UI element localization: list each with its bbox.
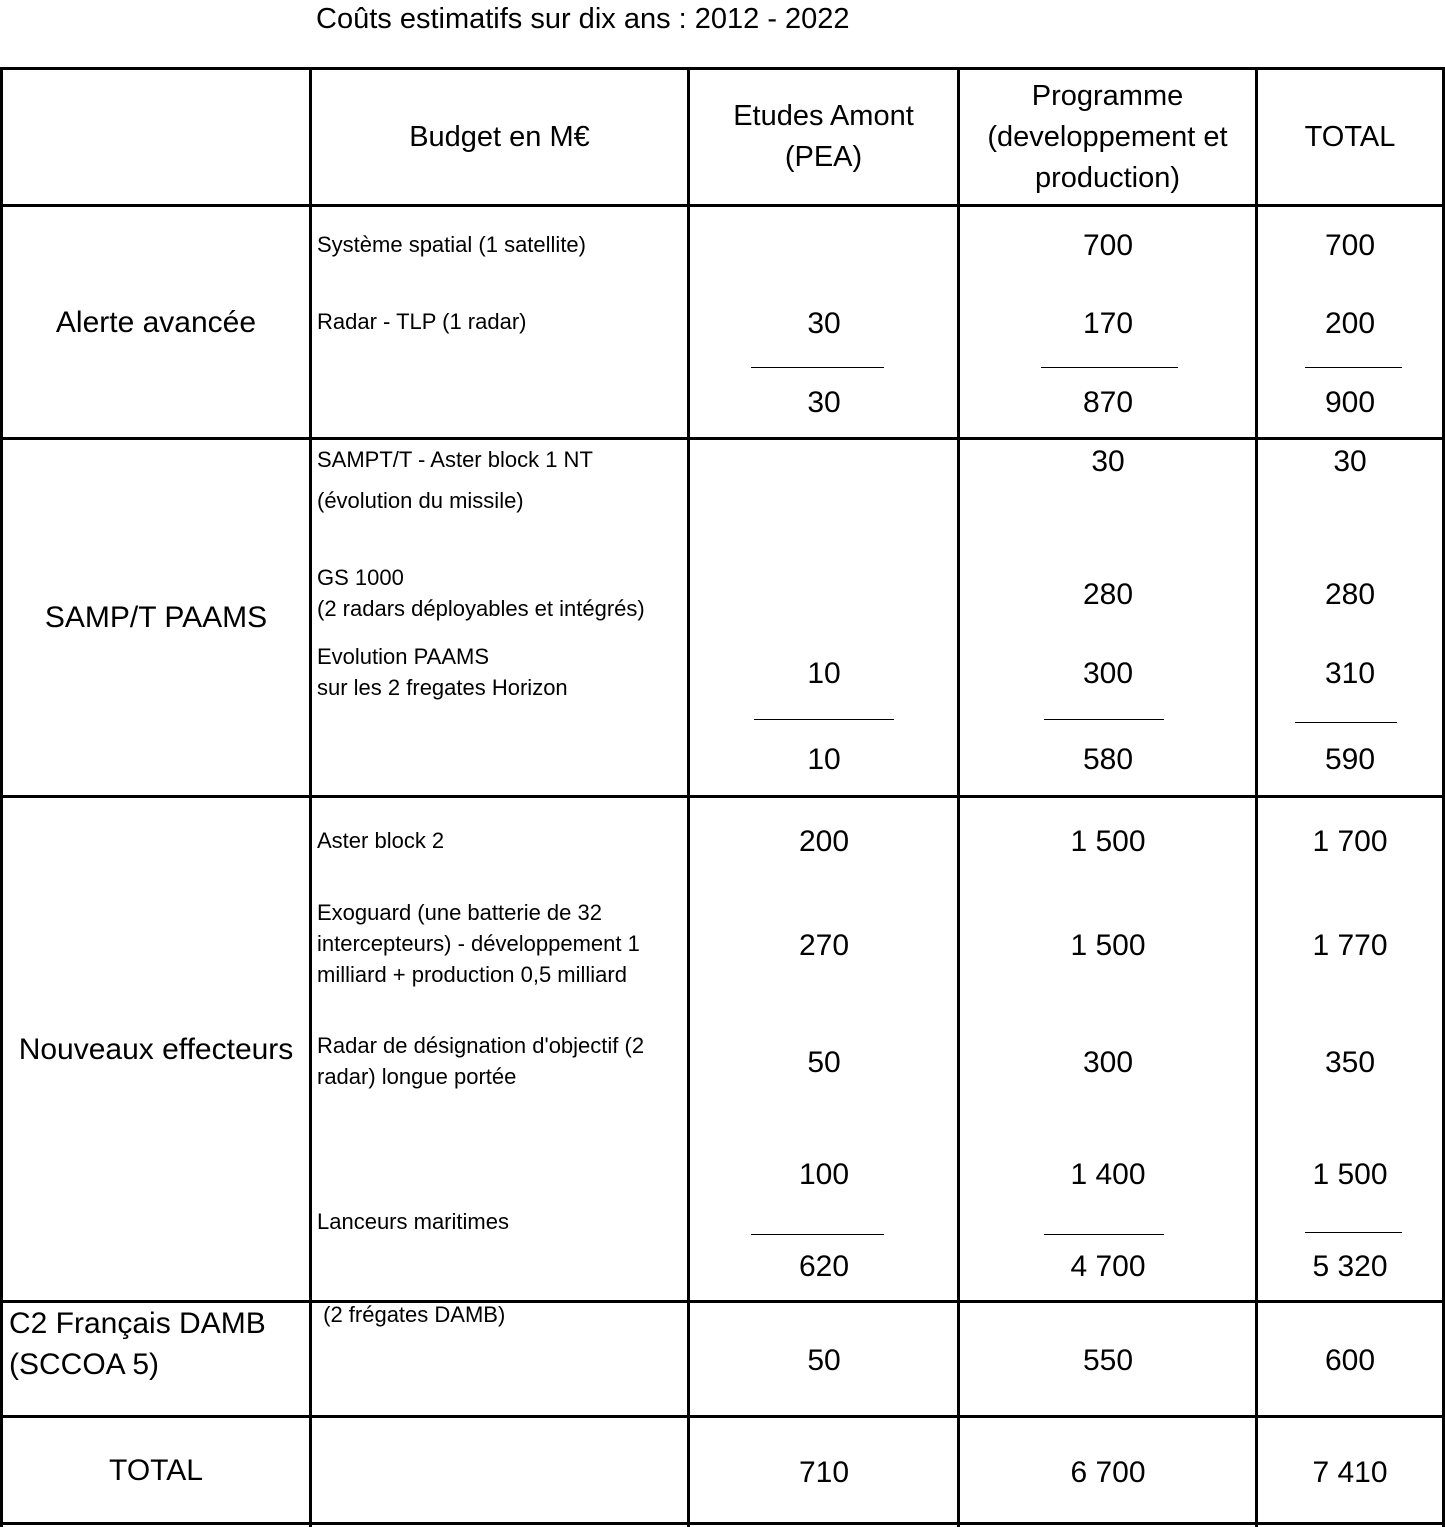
item-line: Radar de désignation d'objectif (2 [317,1033,645,1058]
item-evolution-paams [317,641,568,703]
group-label: C2 Français DAMB [9,1307,266,1340]
subtotal-rule [1305,1232,1402,1233]
group-sublabel: (SCCOA 5) [9,1348,160,1381]
value-programme: 300 [1082,1046,1134,1079]
header-total-label: TOTAL [1304,120,1396,153]
subtotal-rule [1041,367,1178,368]
item-aster-block-2: Aster block 2 [317,828,445,853]
header-total [1258,70,1442,204]
subtotal-total: 5 320 [1312,1250,1388,1283]
value-programme: 280 [1082,578,1134,611]
header-programme-sublabel-2: production) [1034,161,1181,194]
value-etudes: 270 [798,929,850,962]
subtotal-rule [1044,719,1164,720]
header-etudes-sublabel: (PEA) [784,141,863,173]
group-alerte-avancee [3,207,309,437]
value-total: 30 [1333,445,1367,478]
row-total [3,1418,309,1522]
item-line: radar) longue portée [317,1064,517,1089]
value-programme: 1 500 [1070,825,1146,858]
value-total: 310 [1324,657,1376,690]
item-line: Lanceurs maritimes [317,1209,509,1234]
grand-total-etudes: 710 [798,1456,850,1489]
subtotal-rule [754,719,894,720]
item-line: milliard + production 0,5 milliard [317,962,627,987]
value-total: 700 [1324,229,1376,262]
value-total: 350 [1324,1046,1376,1079]
header-budget-label: Budget en M€ [409,120,590,153]
header-budget [312,70,687,204]
subtotal-rule [1305,367,1402,368]
item-line: intercepteurs) - développement 1 [317,931,640,956]
header-etudes-amont [690,70,957,204]
item-lanceurs-maritimes [317,1144,509,1361]
value-programme: 700 [1082,229,1134,262]
group-label: Alerte avancée [55,305,257,339]
subtotal-total: 590 [1324,743,1376,776]
item-line: (évolution du missile) [317,488,524,513]
grand-total: 7 410 [1312,1456,1388,1489]
value-total: 200 [1324,307,1376,340]
subtotal-total: 900 [1324,386,1376,419]
item-line: (2 radars déployables et intégrés) [317,596,645,621]
value-programme: 1 500 [1070,929,1146,962]
subtotal-rule [751,367,884,368]
value-total: 280 [1324,578,1376,611]
item-line: sur les 2 fregates Horizon [317,675,568,700]
value-etudes: 200 [798,825,850,858]
group-label: SAMP/T PAAMS [44,601,268,634]
header-programme-sublabel-1: (developpement et [987,120,1228,153]
table-col-divider-1 [309,68,312,1527]
value-etudes: 10 [807,657,841,690]
table-col-divider-3 [957,68,960,1527]
page-title: Coûts estimatifs sur dix ans : 2012 - 2022 [316,3,850,35]
value-etudes: 50 [807,1344,841,1377]
value-etudes: 50 [807,1046,841,1079]
value-programme: 30 [1091,445,1125,478]
subtotal-programme: 870 [1082,386,1134,419]
table-border-bottom [0,1522,1445,1525]
group-label: Nouveaux effecteurs [18,1032,294,1066]
item-line: Exoguard (une batterie de 32 [317,900,602,925]
item-sampt-aster-block-1 [317,444,593,516]
item-gs-1000 [317,562,645,624]
grand-total-programme: 6 700 [1070,1456,1146,1489]
subtotal-rule [751,1234,884,1235]
item-line: (2 frégates DAMB) [317,1302,506,1327]
subtotal-rule [1044,1234,1164,1235]
value-etudes: 30 [807,307,841,340]
value-etudes: 100 [798,1158,850,1191]
item-radar-designation [317,1030,644,1092]
value-total: 1 500 [1312,1158,1388,1191]
value-total: 600 [1324,1344,1376,1377]
value-total: 1 700 [1312,825,1388,858]
item-exoguard [317,897,640,990]
subtotal-etudes: 10 [807,743,841,776]
group-c2-francais-damb [3,1303,309,1415]
subtotal-etudes: 620 [798,1250,850,1283]
subtotal-programme: 580 [1082,743,1134,776]
item-line: GS 1000 [317,565,404,590]
subtotal-programme: 4 700 [1070,1250,1146,1283]
table-col-divider-4 [1255,68,1258,1527]
item-systeme-spatial: Système spatial (1 satellite) [317,232,586,257]
group-samp-t-paams [3,440,309,795]
value-programme: 300 [1082,657,1134,690]
table-col-divider-2 [687,68,690,1527]
value-programme: 1 400 [1070,1158,1146,1191]
group-nouveaux-effecteurs [3,798,309,1300]
item-line: SAMPT/T - Aster block 1 NT [317,447,593,472]
item-radar-tlp: Radar - TLP (1 radar) [317,309,527,334]
total-label: TOTAL [109,1453,203,1487]
subtotal-etudes: 30 [807,386,841,419]
subtotal-rule [1295,722,1397,723]
item-line: Evolution PAAMS [317,644,490,669]
value-total: 1 770 [1312,929,1388,962]
header-etudes-label: Etudes Amont [733,100,914,132]
value-programme: 170 [1082,307,1134,340]
header-programme-label: Programme [1031,79,1184,112]
header-programme [960,70,1255,204]
value-programme: 550 [1082,1344,1134,1377]
